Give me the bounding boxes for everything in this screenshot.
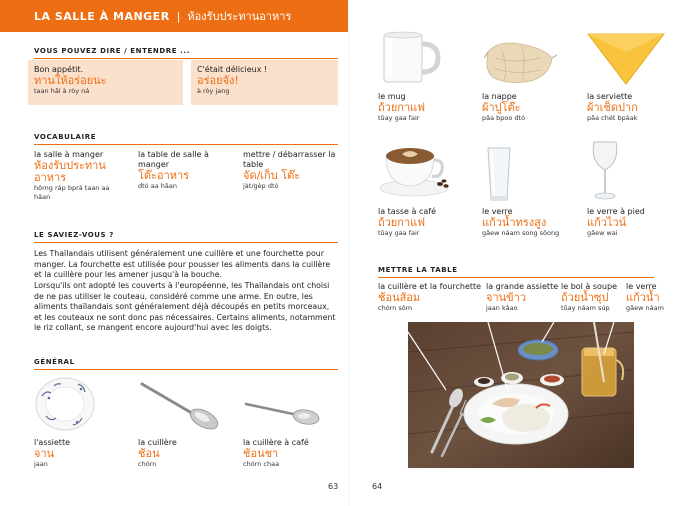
chapter-title-fr: LA SALLE À MANGER — [34, 9, 170, 23]
info-paragraph-1: Les Thaïlandais utilisent généralement une cuillère et une fourchette pour manger. La fourchette est utilisée pour pousser les aliments dans la cuillère et la cuillère pour les amener jusqu'à la bouche. — [34, 249, 331, 280]
phrase-th: ทานให้อร่อยนะ — [34, 74, 107, 87]
right-item — [378, 207, 436, 238]
item-th: แก้วน้ำทรงสูง — [482, 216, 547, 229]
page-number-left: 63 — [328, 482, 339, 491]
set-th: ช้อนส้อม — [378, 291, 421, 304]
vocab-th: ห้องรับประทานอาหาร — [34, 159, 106, 184]
set-th: ถ้วยน้ำซุป — [561, 291, 609, 304]
item-th: แก้วไวน์ — [587, 216, 627, 229]
set-fr: la cuillère et la fourchette — [378, 282, 482, 291]
phrase-rom: à ròy jang — [197, 87, 230, 95]
vocab-rom: dtó aa hǎan — [138, 182, 177, 190]
chapter-title-bar — [0, 0, 354, 32]
item-fr: la tasse à café — [378, 207, 436, 216]
item-rom: pâa chét bpàak — [587, 114, 638, 122]
item-rom: pâa bpoo dtó — [482, 114, 526, 122]
item-th: ผ้าเช็ดปาก — [587, 101, 638, 114]
info-heading: LE SAVIEZ-VOUS ? — [34, 231, 338, 243]
item-rom: tûay gaa fair — [378, 229, 420, 237]
right-item — [482, 92, 525, 123]
item-rom: gâew náam song sǒong — [482, 229, 560, 237]
item-fr: le verre — [482, 207, 513, 216]
tall-glass-image — [484, 146, 514, 202]
set-fr: le verre — [626, 282, 657, 291]
item-rom: tûay gaa fair — [378, 114, 420, 122]
general-fr: la cuillère à café — [243, 438, 309, 447]
right-item — [587, 207, 645, 238]
item-th: ถ้วยกาแฟ — [378, 101, 425, 114]
mug-image — [380, 30, 442, 86]
set-table-item — [561, 282, 625, 313]
vocab-fr: la table de salle à manger — [138, 150, 209, 169]
phrase-th: อร่อยจัง! — [197, 74, 239, 87]
general-fr: la cuillère — [138, 438, 177, 447]
spoon-image — [138, 380, 222, 430]
item-fr: le mug — [378, 92, 406, 101]
wine-glass-image — [588, 140, 622, 202]
general-th: ช้อน — [138, 447, 160, 460]
item-fr: le verre à pied — [587, 207, 645, 216]
set-table-item — [626, 282, 686, 313]
general-th: จาน — [34, 447, 55, 460]
napkin-image — [586, 30, 666, 86]
vocab-th: จัด/เก็บ โต๊ะ — [243, 169, 301, 182]
vocab-rom: jàt/gèp dtó — [243, 182, 279, 190]
item-fr: la serviette — [587, 92, 633, 101]
vocab-fr: mettre / débarrasser la table — [243, 150, 336, 169]
phrase-fr: Bon appétit. — [34, 65, 84, 74]
set-rom: chórn sôm — [378, 304, 413, 312]
item-fr: la nappe — [482, 92, 517, 101]
say-heading: VOUS POUVEZ DIRE / ENTENDRE ... — [34, 47, 338, 59]
vocab-item — [138, 150, 238, 191]
set-rom: tûay náam súp — [561, 304, 610, 312]
tablecloth-image — [482, 38, 558, 86]
right-item — [482, 207, 559, 238]
vocab-th: โต๊ะอาหาร — [138, 169, 190, 182]
right-page — [350, 0, 700, 506]
right-item — [587, 92, 638, 123]
set-th: แก้วน้ำ — [626, 291, 660, 304]
title-separator: | — [176, 9, 181, 23]
general-item — [243, 438, 309, 469]
general-item — [34, 438, 70, 469]
vocab-item — [34, 150, 134, 202]
set-table-item — [378, 282, 486, 313]
item-rom: gâew wai — [587, 229, 618, 237]
general-th: ช้อนชา — [243, 447, 279, 460]
general-rom: chórn chaa — [243, 460, 280, 468]
right-item — [378, 92, 425, 123]
general-rom: jaan — [34, 460, 48, 468]
table-setting-photo — [408, 322, 634, 468]
phrase-fr: C'était délicieux ! — [197, 65, 268, 74]
set-fr: le bol à soupe — [561, 282, 618, 291]
general-item — [138, 438, 177, 469]
plate-image — [34, 376, 96, 432]
set-th: จานข้าว — [486, 291, 527, 304]
general-rom: chórn — [138, 460, 157, 468]
vocab-heading: VOCABULAIRE — [34, 133, 338, 145]
vocab-rom: hôrng ráp bprà taan aa hǎan — [34, 184, 110, 201]
info-paragraph-2: Lorsqu'ils ont adopté les couverts à l'européenne, les Thaïlandais ont choisi de ne pas utiliser le couteau, considéré comme une arme. En outre, les aliments thaïlandais sont généralement déjà découpés en petits morceaux, et les couteaux ne sont donc pas nécessaires. Certains aliments, notamment le riz collant, se mangent encore aujourd'hui avec les doigts. — [34, 281, 336, 333]
page-number-right: 64 — [372, 482, 383, 491]
teaspoon-image — [243, 396, 323, 430]
set-table-heading: METTRE LA TABLE — [378, 266, 654, 278]
set-table-item — [486, 282, 560, 313]
set-rom: jaan kâao — [486, 304, 518, 312]
set-rom: gâew náam — [626, 304, 664, 312]
chapter-title-th: ห้องรับประทานอาหาร — [187, 10, 292, 23]
coffee-cup-image — [376, 142, 454, 200]
vocab-fr: la salle à manger — [34, 150, 104, 159]
general-heading: GÉNÉRAL — [34, 358, 338, 370]
item-th: ถ้วยกาแฟ — [378, 216, 425, 229]
vocab-item — [243, 150, 343, 191]
general-fr: l'assiette — [34, 438, 70, 447]
set-fr: la grande assiette — [486, 282, 559, 291]
phrase-rom: taan hâi à ròy ná — [34, 87, 90, 95]
phrase-box-1 — [28, 60, 183, 105]
phrase-box-2 — [191, 60, 338, 105]
item-th: ผ้าปูโต๊ะ — [482, 101, 521, 114]
